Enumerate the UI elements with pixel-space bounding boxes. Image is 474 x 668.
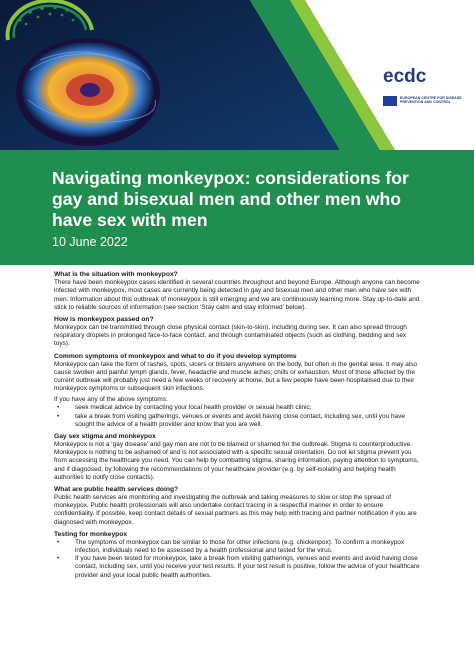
document-title: Navigating monkeypox: considerations for gay and bisexual men and other men who have sex with men: [52, 168, 409, 230]
section-heading-testing: Testing for monkeypox: [54, 530, 128, 538]
section-body-public-health: Public health services are monitoring and investigating the outbreak and taking measures to slow or stop the spread of monkeypox. Public health professionals will also undertake contact tracing in a respectful manner in order to ensure confidentiality. If possible, keep contact details of sexual partners as this may help with tracing and partner notification if you are diagnosed with monkeypox.: [54, 494, 417, 526]
logo-subtitle: EUROPEAN CENTRE FOR DISEASE PREVENTION AND CONTROL: [400, 96, 462, 105]
section-heading-stigma: Gay sex stigma and monkeypox: [54, 432, 156, 440]
section-body-stigma: Monkeypox is not a ‘gay disease’ and gay men are not to be blamed or shamed for the outbreak. Stigma is counterproductive. Monkeypox is nothing to be ashamed of and is not associated with a specific sexual orientation. Do not let stigma prevent you from accessing the healthcare you need. You can help by combatting stigma, sharing information, paying attention to symptoms, and if diagnosed, by following the recommendations of your healthcare provider (e.g. by self-isolating and helping health authorities to notify close contacts).: [54, 441, 419, 481]
section-body-symptoms: Monkeypox can take the form of rashes, spots, ulcers or blisters anywhere on the body, but often in the genital area. It may also cause swollen and painful lymph glands, fever, headache and muscle aches; chills or exhaustion. Most of those affected by the current outbreak will probably just need a few weeks of recovery at home, but a few people have been hospitalised due to their monkeypox symptoms or subsequent skin infections.: [54, 360, 418, 393]
bullet-icon: •: [57, 404, 60, 412]
bullet-icon: •: [57, 555, 60, 563]
bullet-icon: •: [57, 538, 60, 546]
list-item: • seek medical advice by contacting your local health provider or sexual health clinic;: [57, 404, 312, 412]
section-heading-symptoms: Common symptoms of monkeypox and what to do if you develop symptoms: [54, 352, 297, 360]
document-date: 10 June 2022: [52, 235, 128, 249]
testing-list: [54, 539, 423, 580]
symptoms-list-intro: If you have any of the above symptoms:: [54, 396, 168, 404]
document-body: [54, 271, 423, 580]
section-body-transmission: Monkeypox can be transmitted through close physical contact (skin-to-skin), including during sex. It can also spread through respiratory droplets in prolonged face-to-face contact, and through contaminated objects (such as clothing, bedding and sex toys).: [54, 324, 407, 348]
section-body-situation: There have been monkeypox cases identified in several countries throughout and beyond Europe. Although anyone can become infected with monkeypox, most cases are currently being detected in gay and bisexual men and other men who have sex with men. Information about this outbreak of monkeypox is still emerging and we are continuously learning more. Stay up-to-date and stick to reliable sources of information (see section ‘Stay calm and stay informed’ below).: [54, 279, 420, 311]
section-heading-transmission: How is monkeypox passed on?: [54, 315, 154, 323]
section-heading-public-health: What are public health services doing?: [54, 485, 179, 493]
header-banner: [0, 0, 474, 150]
logo-wordmark: ecdc: [383, 66, 427, 87]
list-item: • The symptoms of monkeypox can be similar to those for other infections (e.g. chickenpox). To confirm a monkeypox infection, individuals need to be assessed by a health professional and tested for the virus.: [57, 538, 405, 555]
section-heading-situation: What is the situation with monkeypox?: [54, 271, 178, 278]
list-item: • If you have been tested for monkeypox, take a break from visiting gatherings, venues and events and avoid having close contact, including sex, until you receive your test results. If your test result is positive, follow the advice of your healthcare provider and your local public health authorities.: [57, 555, 420, 579]
eu-flag-icon: [383, 96, 397, 106]
list-item: • take a break from visiting gatherings, venues or events and avoid having close contact, including sex, until you have sought the advice of a health provider and know that you are well.: [57, 412, 405, 428]
ecdc-logo-arc-icon: [0, 0, 100, 74]
symptoms-list: [54, 404, 423, 428]
bullet-icon: •: [57, 412, 60, 420]
